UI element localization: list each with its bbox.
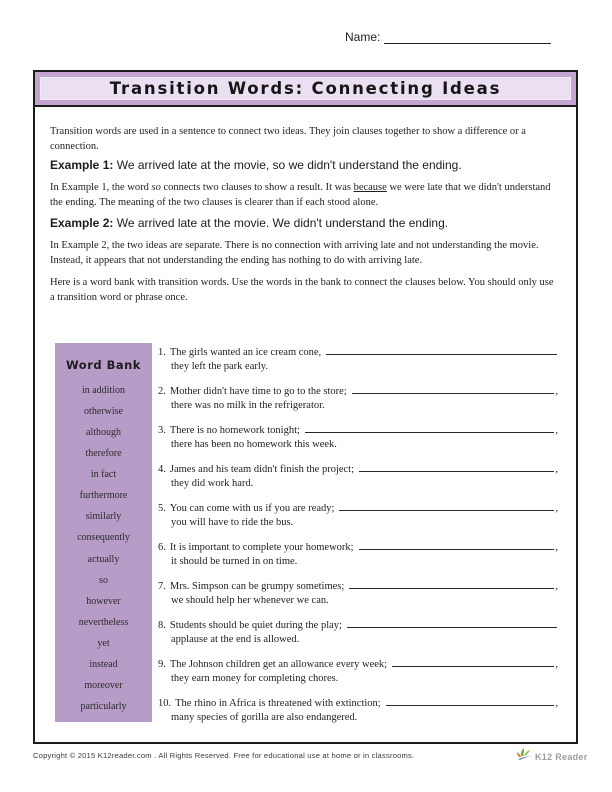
question-item: 10. The rhino in Africa is threatened with extinction; , many species of gorilla are also endangered.: [158, 694, 558, 722]
question-text: Students should be quiet during the play;: [169, 620, 342, 631]
question-item: 4. James and his team didn't finish the project; , they did work hard.: [158, 460, 558, 488]
example-1-explanation: In Example 1, the word so connects two clauses to show a result. It was because we were late that we didn't understand the ending. The meaning of the two clauses is clearer than if each stood alone.: [50, 182, 551, 208]
example-2-text: We arrived late at the movie. We didn't understand the ending.: [113, 216, 449, 230]
word-bank-word: actually: [87, 553, 120, 565]
word-bank-word: yet: [97, 637, 110, 649]
answer-blank[interactable]: [326, 343, 557, 355]
question-item: 3. There is no homework tonight; , there has been no homework this week.: [158, 421, 558, 449]
word-bank-title: Word Bank: [66, 358, 141, 372]
word-bank-word: however: [86, 595, 121, 607]
question-item: [158, 343, 558, 371]
question-number: 7.: [158, 581, 166, 592]
example-1-text: We arrived late at the movie, so we didn't understand the ending.: [113, 158, 462, 172]
word-bank-word: nevertheless: [78, 616, 129, 628]
question-item: 5. You can come with us if you are ready; , you will have to ride the bus.: [158, 499, 558, 527]
question-item: 2. Mother didn't have time to go to the store; , there was no milk in the refrigerator.: [158, 382, 558, 410]
question-text-line2: we should help her whenever we can.: [171, 595, 329, 606]
question-item: [158, 616, 558, 644]
title-banner: [35, 72, 576, 107]
question-text-line2: many species of gorilla are also endangered.: [171, 712, 358, 723]
word-bank-list: [55, 385, 152, 712]
question-text-line2: applause at the end is allowed.: [171, 634, 300, 645]
title-banner-inner: [40, 77, 571, 100]
question-number: 4.: [158, 464, 166, 475]
word-bank-word: therefore: [85, 448, 122, 460]
word-bank-word: consequently: [77, 532, 130, 544]
worksheet-frame: [33, 70, 578, 744]
question-number: 6.: [158, 542, 166, 553]
word-bank-word: in fact: [90, 469, 117, 481]
question-text: The rhino in Africa is threatened with extinction;: [175, 698, 381, 709]
word-bank-word: similarly: [85, 511, 122, 523]
answer-blank[interactable]: [359, 460, 554, 472]
word-bank-word: in addition: [81, 385, 126, 396]
answer-blank[interactable]: [359, 538, 555, 550]
example-1-label: Example 1:: [50, 158, 114, 172]
question-number: 10.: [158, 698, 172, 709]
name-label: Name:: [345, 30, 381, 44]
answer-blank[interactable]: [392, 655, 554, 667]
question-text: The Johnson children get an allowance every week;: [169, 659, 388, 670]
name-fill-line[interactable]: [384, 30, 551, 44]
answer-blank[interactable]: [305, 421, 554, 433]
answer-blank[interactable]: [352, 382, 555, 394]
k12reader-logo: [516, 747, 588, 767]
question-text: There is no homework tonight;: [169, 425, 300, 436]
question-number: 8.: [158, 620, 166, 631]
underlined-because: because: [353, 182, 387, 193]
answer-blank[interactable]: [386, 694, 555, 706]
k12reader-logo-icon: [516, 747, 533, 767]
name-row: [345, 30, 551, 44]
question-number: 2.: [158, 386, 166, 397]
question-text-line2: there has been no homework this week.: [171, 439, 337, 450]
question-item: 6. It is important to complete your homework; , it should be turned in on time.: [158, 538, 558, 566]
word-bank-word: although: [86, 427, 121, 439]
question-item: 9. The Johnson children get an allowance every week; , they earn money for completing chores.: [158, 655, 558, 683]
k12reader-logo-text: K12 Reader: [535, 752, 588, 762]
word-bank-word: furthermore: [79, 490, 128, 502]
question-text-line2: you will have to ride the bus.: [171, 517, 294, 528]
word-bank-word: instead: [89, 658, 118, 670]
question-text-line2: they did work hard.: [171, 478, 254, 489]
question-text: You can come with us if you are ready;: [169, 503, 335, 514]
answer-blank[interactable]: [347, 616, 557, 628]
word-bank-word: otherwise: [84, 406, 123, 418]
word-bank-word: moreover: [84, 679, 123, 691]
question-text-line2: they earn money for completing chores.: [171, 673, 339, 684]
answer-blank[interactable]: [339, 499, 554, 511]
question-text: Mrs. Simpson can be grumpy sometimes;: [169, 581, 345, 592]
page-title: Transition Words: Connecting Ideas: [109, 79, 502, 98]
question-number: 9.: [158, 659, 166, 670]
word-bank: [55, 343, 152, 722]
answer-blank[interactable]: [349, 577, 554, 589]
question-text: The girls wanted an ice cream cone,: [169, 347, 322, 358]
question-text-line2: they left the park early.: [171, 361, 268, 372]
question-item: 7. Mrs. Simpson can be grumpy sometimes; , we should help her whenever we can.: [158, 577, 558, 605]
instructions-paragraph: Here is a word bank with transition words. Use the words in the bank to connect the clauses below. You should only use a transition word or phrase once.: [50, 277, 554, 303]
word-bank-word: particularly: [80, 700, 127, 712]
question-text: It is important to complete your homework;: [169, 542, 354, 553]
copyright-text: Copyright © 2015 K12reader.com . All Rights Reserved. Free for educational use at home or in classrooms.: [33, 751, 415, 760]
question-text-line2: it should be turned in on time.: [171, 556, 298, 567]
question-number: 1.: [158, 347, 166, 358]
question-text: James and his team didn't finish the project;: [169, 464, 355, 475]
question-number: 3.: [158, 425, 166, 436]
example-2-label: Example 2:: [50, 216, 114, 230]
intro-paragraph: Transition words are used in a sentence to connect two ideas. They join clauses together to show a difference or a connection.: [50, 126, 526, 152]
example-1-line: [50, 158, 570, 172]
word-bank-word: so: [99, 574, 108, 586]
question-text-line2: there was no milk in the refrigerator.: [171, 400, 325, 411]
example-2-line: [50, 216, 570, 230]
example-2-explanation: In Example 2, the two ideas are separate. There is no connection with arriving late and not understanding the movie. Instead, it appears that not understanding the ending has nothing to do with arriving late.: [50, 240, 539, 266]
italic-so: so: [151, 182, 161, 193]
question-number: 5.: [158, 503, 166, 514]
question-text: Mother didn't have time to go to the store;: [169, 386, 347, 397]
question-list: [158, 343, 558, 733]
